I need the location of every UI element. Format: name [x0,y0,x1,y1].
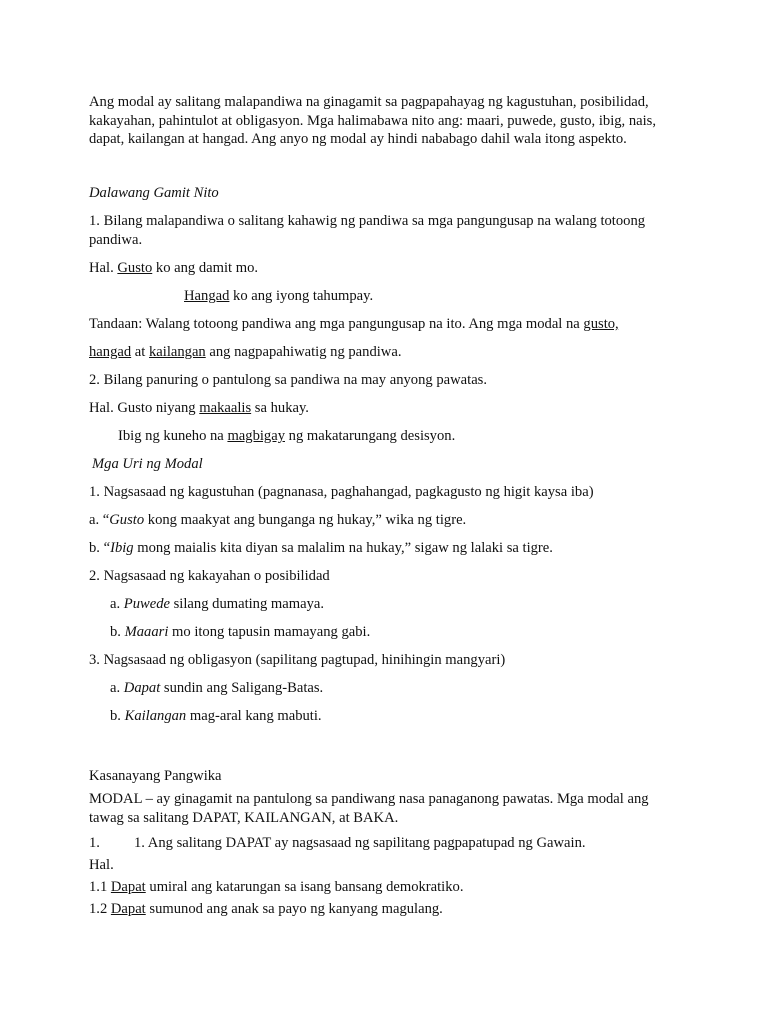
example-text: ko ang iyong tahumpay. [229,288,374,304]
example-number: 1.2 [89,901,111,917]
example-text: umiral ang katarungan sa isang bansang demokratiko. [145,879,464,895]
note-text: at [131,344,149,360]
uri-type-1: 1. Nagsasaad ng kagustuhan (pagnanasa, paghahangad, pagkagusto ng higit kaysa iba) [89,484,594,500]
kasanayan-item-1: 1. Ang salitang DAPAT ay nagsasaad ng sapilitang pagpapatupad ng Gawain. [134,835,586,851]
gamit-item-2: 2. Bilang panuring o pantulong sa pandiwa na may anyong pawatas. [89,372,487,388]
modal-word: kailangan [149,344,206,360]
example-text: Hal. Gusto niyang [89,400,200,416]
example-marker: a. “ [89,512,110,528]
modal-word: Hangad [184,288,230,304]
gamit-example-2 [184,287,373,306]
example-text: silang dumating mamaya. [169,596,324,612]
example-text: mag-aral kang mabuti. [186,708,322,724]
example-text: Ibig ng kuneho na [118,428,228,444]
modal-word: Gusto [109,512,145,528]
uri-type-3-example-b [110,707,322,726]
tandaan-note-line-2 [89,343,401,362]
example-text: sundin ang Saligang-Batas. [160,680,324,696]
kasanayan-example-2 [89,900,443,919]
example-marker: b. “ [89,540,111,556]
example-text: mong maialis kita diyan sa malalim na hukay,” sigaw ng lalaki sa tigre. [133,540,553,556]
section-heading-kasanayan: Kasanayang Pangwika [89,768,222,784]
uri-type-3: 3. Nagsasaad ng obligasyon (sapilitang pagtupad, hinihingin mangyari) [89,652,506,668]
modal-word: Dapat [123,680,161,696]
modal-word: Kailangan [124,708,187,724]
gamit-example-3 [89,399,309,418]
example-number: 1.1 [89,879,111,895]
example-marker: b. [110,708,125,724]
modal-word: Dapat [110,901,146,917]
kasanayan-example-1 [89,878,463,897]
uri-type-1-example-a [89,511,466,530]
intro-paragraph: Ang modal ay salitang malapandiwa na ginagamit sa pagpapahayag ng kagustuhan, posibilidad, kakayahan, pahintulot at obligasyon. Mga halimabawa nito ang: maari, puwede, gusto, ibig, nais, dapat, kailangan at hangad. Ang anyo ng modal ay hindi nababago dahil wala itong aspekto. [89,94,656,148]
section-heading-gamit: Dalawang Gamit Nito [89,185,219,201]
note-text: Tandaan: Walang totoong pandiwa ang mga pangungusap na ito. Ang mga modal na [89,316,584,332]
modal-word: Dapat [110,879,146,895]
modal-word: Puwede [123,596,170,612]
modal-word: magbigay [227,428,285,444]
example-text: ko ang damit mo. [152,260,259,276]
example-text: mo itong tapusin mamayang gabi. [168,624,371,640]
modal-word: hangad [89,344,132,360]
gamit-example-1 [89,259,258,278]
uri-type-2-example-a [110,595,324,614]
kasanayan-hal-label: Hal. [89,857,114,873]
modal-word: Maaari [124,624,169,640]
example-text: kong maakyat ang bunganga ng hukay,” wika ng tigre. [144,512,467,528]
modal-word: makaalis [199,400,252,416]
note-text: ang nagpapahiwatig ng pandiwa. [205,344,402,360]
uri-type-2: 2. Nagsasaad ng kakayahan o posibilidad [89,568,330,584]
gamit-example-4 [118,427,455,446]
gamit-item-1: 1. Bilang malapandiwa o salitang kahawig ng pandiwa sa mga pangungusap na walang totoong pandiwa. [89,213,646,248]
modal-word: Gusto [117,260,153,276]
modal-word: gusto, [583,316,619,332]
example-text: ng makatarungang desisyon. [285,428,456,444]
example-label: Hal. [89,260,118,276]
modal-definition: MODAL – ay ginagamit na pantulong sa pandiwang nasa panaganong pawatas. Mga modal ang tawag sa salitang DAPAT, KAILANGAN, at BAKA. [89,791,649,826]
uri-type-3-example-a [110,679,323,698]
uri-type-2-example-b [110,623,370,642]
modal-word: Ibig [110,540,134,556]
example-marker: a. [110,596,124,612]
uri-type-1-example-b [89,539,553,558]
example-marker: b. [110,624,125,640]
example-text: sa hukay. [251,400,309,416]
kasanayan-list-marker: 1. [89,835,100,851]
tandaan-note-line-1 [89,315,619,334]
section-heading-uri: Mga Uri ng Modal [92,456,203,472]
example-marker: a. [110,680,124,696]
example-text: sumunod ang anak sa payo ng kanyang magulang. [145,901,443,917]
